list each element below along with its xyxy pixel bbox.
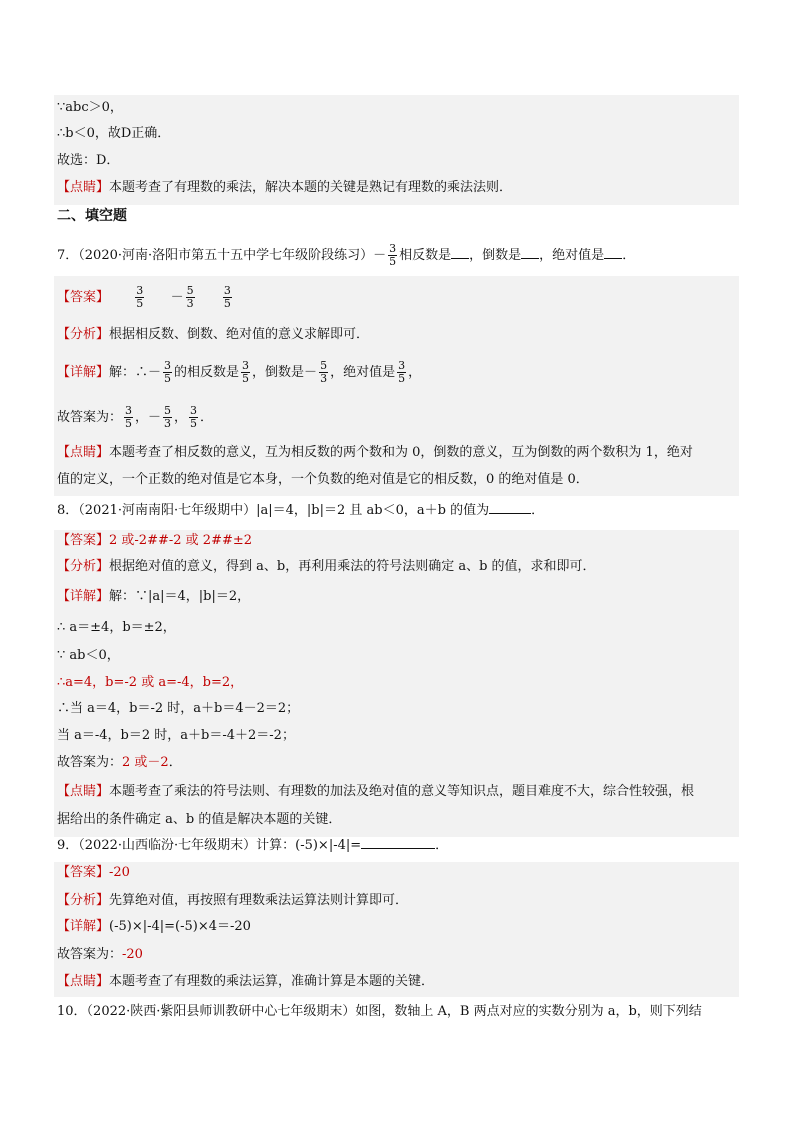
q7-analysis (57, 326, 739, 344)
q9-expression: (-5)×|-4|= (295, 838, 362, 853)
q8-detail-3: ∵ ab＜0， (57, 648, 120, 663)
q8-detail-2: ∴ a＝±4，b＝±2， (57, 620, 176, 635)
section-title: 二、填空题 (57, 208, 127, 224)
detail-text-b: 的相反数是 (174, 365, 240, 380)
q9-analysis (57, 892, 739, 910)
q8-detail-1 (57, 588, 739, 606)
q8-analysis (57, 558, 739, 576)
detail-text-e: ， (408, 365, 422, 380)
q7-answer (57, 285, 739, 310)
final-end: ． (168, 755, 182, 770)
q8-detail-5: ∴当 a＝4，b＝-2 时，a＋b＝4－2＝2； (57, 701, 300, 716)
dianjing-tag: 【点睛】 (57, 180, 110, 195)
dianjing-text: 本题考查了乘法的符号法则、有理数的加法及绝对值的意义等知识点，题目难度不大，综合性较强，根 (109, 784, 695, 799)
answer-tag: 【答案】 (57, 290, 110, 305)
detail-text: 解：∵|a|＝4，|b|＝2， (109, 589, 251, 604)
q8-source: 8．（2021·河南南阳·七年级期中） (57, 503, 257, 518)
final-text: 故答案为： (57, 410, 123, 425)
final-answer: -20 (122, 947, 143, 962)
detail-tag: 【详解】 (57, 589, 110, 604)
q7-stem (57, 243, 739, 268)
analysis-tag: 【分析】 (57, 327, 110, 342)
analysis-text: 先算绝对值，再按照有理数乘法运算法则计算即可． (109, 893, 409, 908)
q7-final-frac-2: $\frac{5}{3}$ (164, 404, 172, 430)
q9-final (57, 946, 739, 964)
final-answer: 2 或－2 (122, 755, 169, 770)
q7-text-3: ，绝对值是 (539, 248, 605, 263)
detail-tag: 【详解】 (57, 365, 110, 380)
detail-tag: 【详解】 (57, 919, 110, 934)
q6-line-2: ∴b＜0，故D正确． (57, 126, 171, 141)
q7-text-1: 相反数是 (399, 248, 452, 263)
q8-end: ． (531, 503, 545, 518)
q7-detail-frac-2: $\frac{3}{5}$ (242, 359, 250, 385)
q7-fraction: $\frac{3}{5}$ (389, 242, 397, 268)
q7-detail-frac-1: $\frac{3}{5}$ (164, 359, 172, 385)
q7-final-frac-3: $\frac{3}{5}$ (190, 404, 198, 430)
q7-dianjing-1 (57, 444, 739, 462)
q8-detail-6: 当 a＝-4，b＝2 时，a＋b＝-4＋2＝-2； (57, 728, 295, 743)
q7-blank-3 (604, 246, 622, 259)
q7-ans-3: $\frac{3}{5}$ (223, 284, 231, 310)
q9-stem (57, 836, 739, 855)
dianjing-tag: 【点睛】 (57, 445, 110, 460)
final-sep-2: ， (174, 410, 188, 425)
dianjing-tag: 【点睛】 (57, 974, 110, 989)
answer-text: -20 (109, 865, 130, 880)
q7-ans-2: $\frac{5}{3}$ (186, 284, 194, 310)
detail-text-d: ，绝对值是 (330, 365, 396, 380)
q8-condition: |a|＝4，|b|＝2 且 ab＜0，a＋b 的值为 (256, 503, 490, 518)
analysis-tag: 【分析】 (57, 893, 110, 908)
q10-stem: 10．（2022·陕西·紫阳县师训教研中心七年级期末）如图，数轴上 A，B 两点对应的实数分别为 a，b，则下列结 (57, 1004, 702, 1019)
q8-detail-4: ∴a=4，b=-2 或 a=-4，b=2， (57, 675, 244, 690)
q7-text-2: ，倒数是 (469, 248, 522, 263)
q9-detail (57, 918, 739, 936)
final-text: 故答案为： (57, 755, 123, 770)
q7-blank-1 (451, 246, 469, 259)
final-text: 故答案为： (57, 947, 123, 962)
q7-neg: － (373, 248, 387, 263)
q7-text-4: ． (622, 248, 636, 263)
q7-detail-frac-4: $\frac{3}{5}$ (398, 359, 406, 385)
answer-tag: 【答案】 (57, 865, 110, 880)
q7-detail-frac-3: $\frac{5}{3}$ (320, 359, 328, 385)
q6-line-1: ∵abc＞0， (57, 100, 123, 115)
q6-dianjing (57, 179, 739, 197)
q8-dianjing-1 (57, 783, 739, 801)
q7-ans-2-sign: － (170, 290, 184, 305)
q8-stem (57, 501, 739, 520)
q8-blank (489, 501, 531, 514)
q8-final (57, 754, 739, 772)
q9-dianjing (57, 973, 739, 991)
final-end: ． (200, 410, 214, 425)
answer-text: 2 或-2##-2 或 2##±2 (109, 533, 253, 548)
q7-blank-2 (521, 246, 539, 259)
final-sep: ，－ (135, 410, 162, 425)
detail-text: (-5)×|-4|=(-5)×4＝-20 (109, 919, 251, 934)
dianjing-text: 本题考查了相反数的意义，互为相反数的两个数和为 0，倒数的意义，互为倒数的两个数积为 1，绝对 (109, 445, 693, 460)
q9-answer (57, 864, 739, 882)
analysis-tag: 【分析】 (57, 559, 110, 574)
dianjing-text: 本题考查了有理数的乘法，解决本题的关键是熟记有理数的乘法法则． (109, 180, 513, 195)
detail-text-c: ，倒数是－ (252, 365, 318, 380)
q6-line-3: 故选：D． (57, 153, 120, 168)
q7-final-frac-1: $\frac{3}{5}$ (125, 404, 133, 430)
q7-ans-1: $\frac{3}{5}$ (136, 284, 144, 310)
q8-answer (57, 532, 739, 550)
q9-source: 9．（2022·山西临汾·七年级期末）计算： (57, 838, 296, 853)
q7-detail (57, 360, 739, 385)
dianjing-tag: 【点睛】 (57, 784, 110, 799)
analysis-text: 根据绝对值的意义，得到 a、b，再利用乘法的符号法则确定 a、b 的值，求和即可． (109, 559, 596, 574)
q9-end: ． (435, 838, 449, 853)
q7-final (57, 405, 739, 430)
detail-text-a: 解：∴－ (109, 365, 162, 380)
q8-dianjing-2: 据给出的条件确定 a、b 的值是解决本题的关键． (57, 812, 342, 827)
q9-blank (361, 836, 435, 849)
analysis-text: 根据相反数、倒数、绝对值的意义求解即可． (109, 327, 370, 342)
answer-tag: 【答案】 (57, 533, 110, 548)
q7-dianjing-2: 值的定义，一个正数的绝对值是它本身，一个负数的绝对值是它的相反数，0 的绝对值是 0． (57, 472, 589, 487)
q7-source: 7．（2020·河南·洛阳市第五十五中学七年级阶段练习） (57, 248, 374, 263)
dianjing-text: 本题考查了有理数的乘法运算，准确计算是本题的关键． (109, 974, 435, 989)
